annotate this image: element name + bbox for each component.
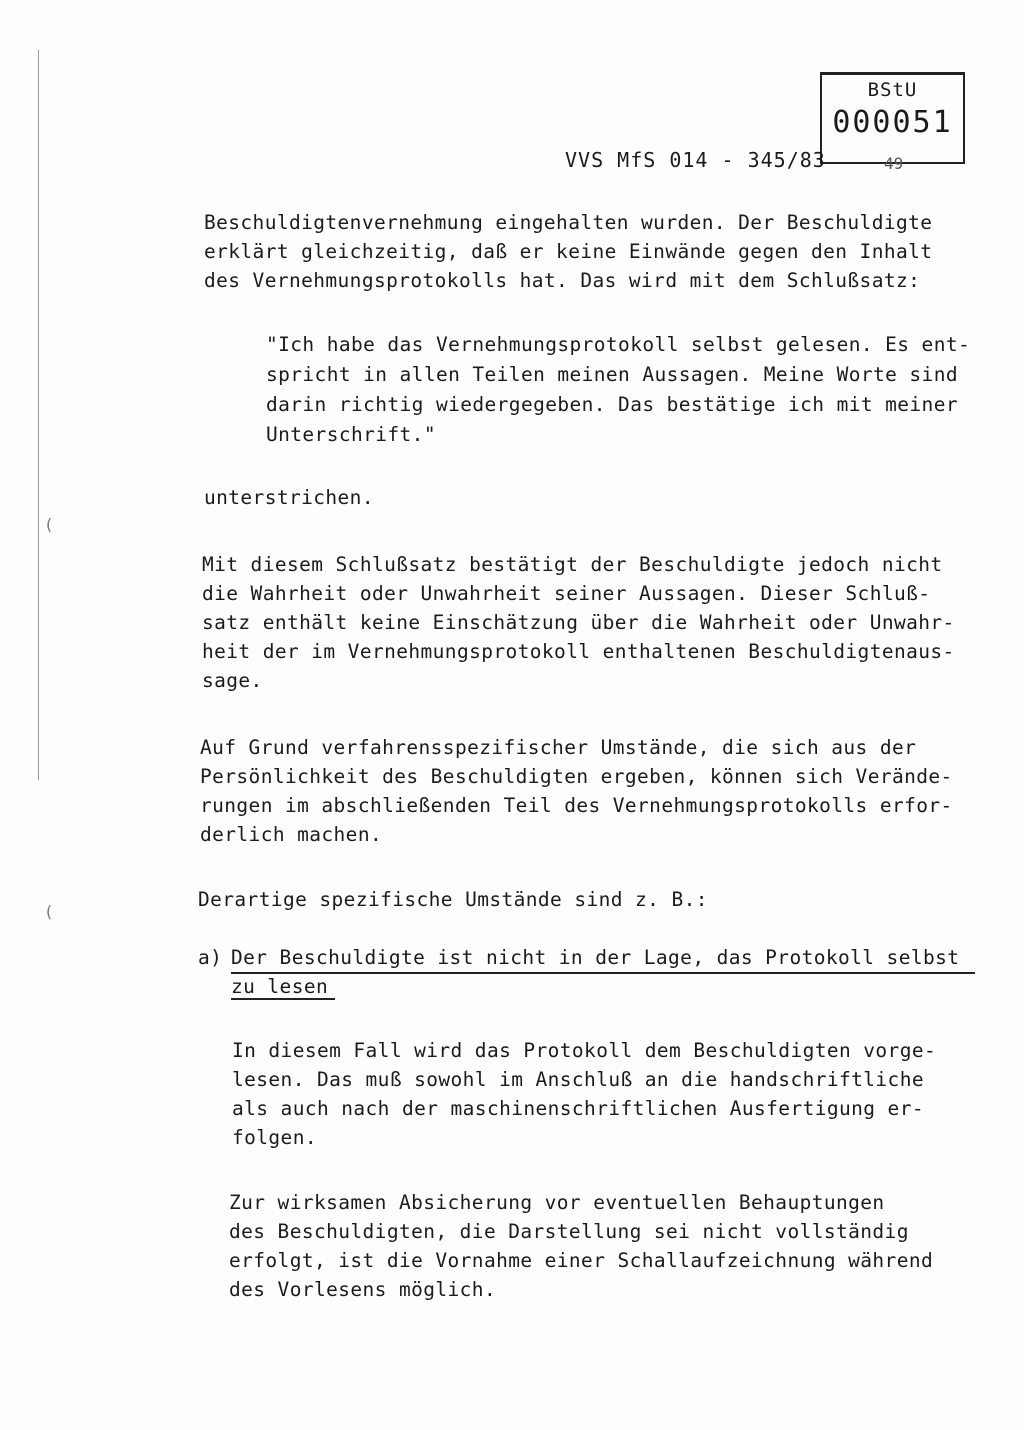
text-line: sage. [202, 669, 263, 692]
text-line: Persönlichkeit des Beschuldigten ergeben, können sich Verände- [200, 765, 953, 788]
text-line: Zur wirksamen Absicherung vor eventuellen Behauptungen [229, 1191, 885, 1214]
underline [231, 998, 335, 1000]
stamp-number: 000051 [832, 105, 953, 140]
subheading-line: zu lesen [231, 975, 329, 998]
quoted-closing-statement [266, 330, 970, 450]
text-line: Mit diesem Schlußsatz bestätigt der Beschuldigte jedoch nicht [202, 553, 943, 576]
archive-stamp [820, 72, 965, 164]
text-line: derlich machen. [200, 823, 383, 846]
text-line: In diesem Fall wird das Protokoll dem Beschuldigten vorge- [232, 1039, 937, 1062]
text-line: Derartige spezifische Umstände sind z. B.: [198, 888, 708, 911]
subheading-line: Der Beschuldigte ist nicht in der Lage, das Protokoll selbst [231, 946, 960, 969]
text-line: erfolgt, ist die Vornahme einer Schallaufzeichnung während [229, 1249, 934, 1272]
list-marker-a: a) [198, 946, 223, 969]
document-reference: VVS MfS 014 - 345/83 [565, 148, 826, 172]
paragraph-3 [202, 550, 955, 695]
text-line: darin richtig wiedergegeben. Das bestätige ich mit meiner [266, 393, 958, 416]
text-line: Auf Grund verfahrensspezifischer Umstände, die sich aus der [200, 736, 917, 759]
paragraph-4 [200, 733, 953, 849]
text-line: des Beschuldigten, die Darstellung sei nicht vollständig [229, 1220, 909, 1243]
left-margin-line [38, 50, 39, 780]
paragraph-2 [204, 483, 374, 512]
paragraph-5 [198, 885, 708, 914]
margin-mark: ( [44, 515, 54, 534]
text-line: unterstrichen. [204, 486, 374, 509]
text-line: lesen. Das muß sowohl im Anschluß an die handschriftliche [232, 1068, 924, 1091]
margin-mark: ( [44, 902, 54, 921]
underline [231, 972, 975, 974]
text-line: "Ich habe das Vernehmungsprotokoll selbst gelesen. Es ent- [266, 333, 971, 356]
text-line: als auch nach der maschinenschriftlichen Ausfertigung er- [232, 1097, 924, 1120]
paragraph-1 [204, 208, 932, 295]
text-line: Beschuldigtenvernehmung eingehalten wurden. Der Beschuldigte [204, 211, 933, 234]
text-line: spricht in allen Teilen meinen Aussagen. Meine Worte sind [266, 363, 958, 386]
text-line: des Vorlesens möglich. [229, 1278, 497, 1301]
page-number: 49 [884, 154, 904, 173]
text-line: Unterschrift." [266, 423, 436, 446]
text-line: rungen im abschließenden Teil des Vernehmungsprotokolls erfor- [200, 794, 953, 817]
paragraph-6 [232, 1036, 936, 1152]
stamp-title: BStU [867, 79, 918, 101]
text-line: folgen. [232, 1126, 317, 1149]
text-line: erklärt gleichzeitig, daß er keine Einwände gegen den Inhalt [204, 240, 933, 263]
paragraph-7 [229, 1188, 933, 1304]
text-line: heit der im Vernehmungsprotokoll enthaltenen Beschuldigtenaus- [202, 640, 955, 663]
text-line: des Vernehmungsprotokolls hat. Das wird mit dem Schlußsatz: [204, 269, 921, 292]
text-line: satz enthält keine Einschätzung über die Wahrheit oder Unwahr- [202, 611, 955, 634]
text-line: die Wahrheit oder Unwahrheit seiner Aussagen. Dieser Schluß- [202, 582, 931, 605]
